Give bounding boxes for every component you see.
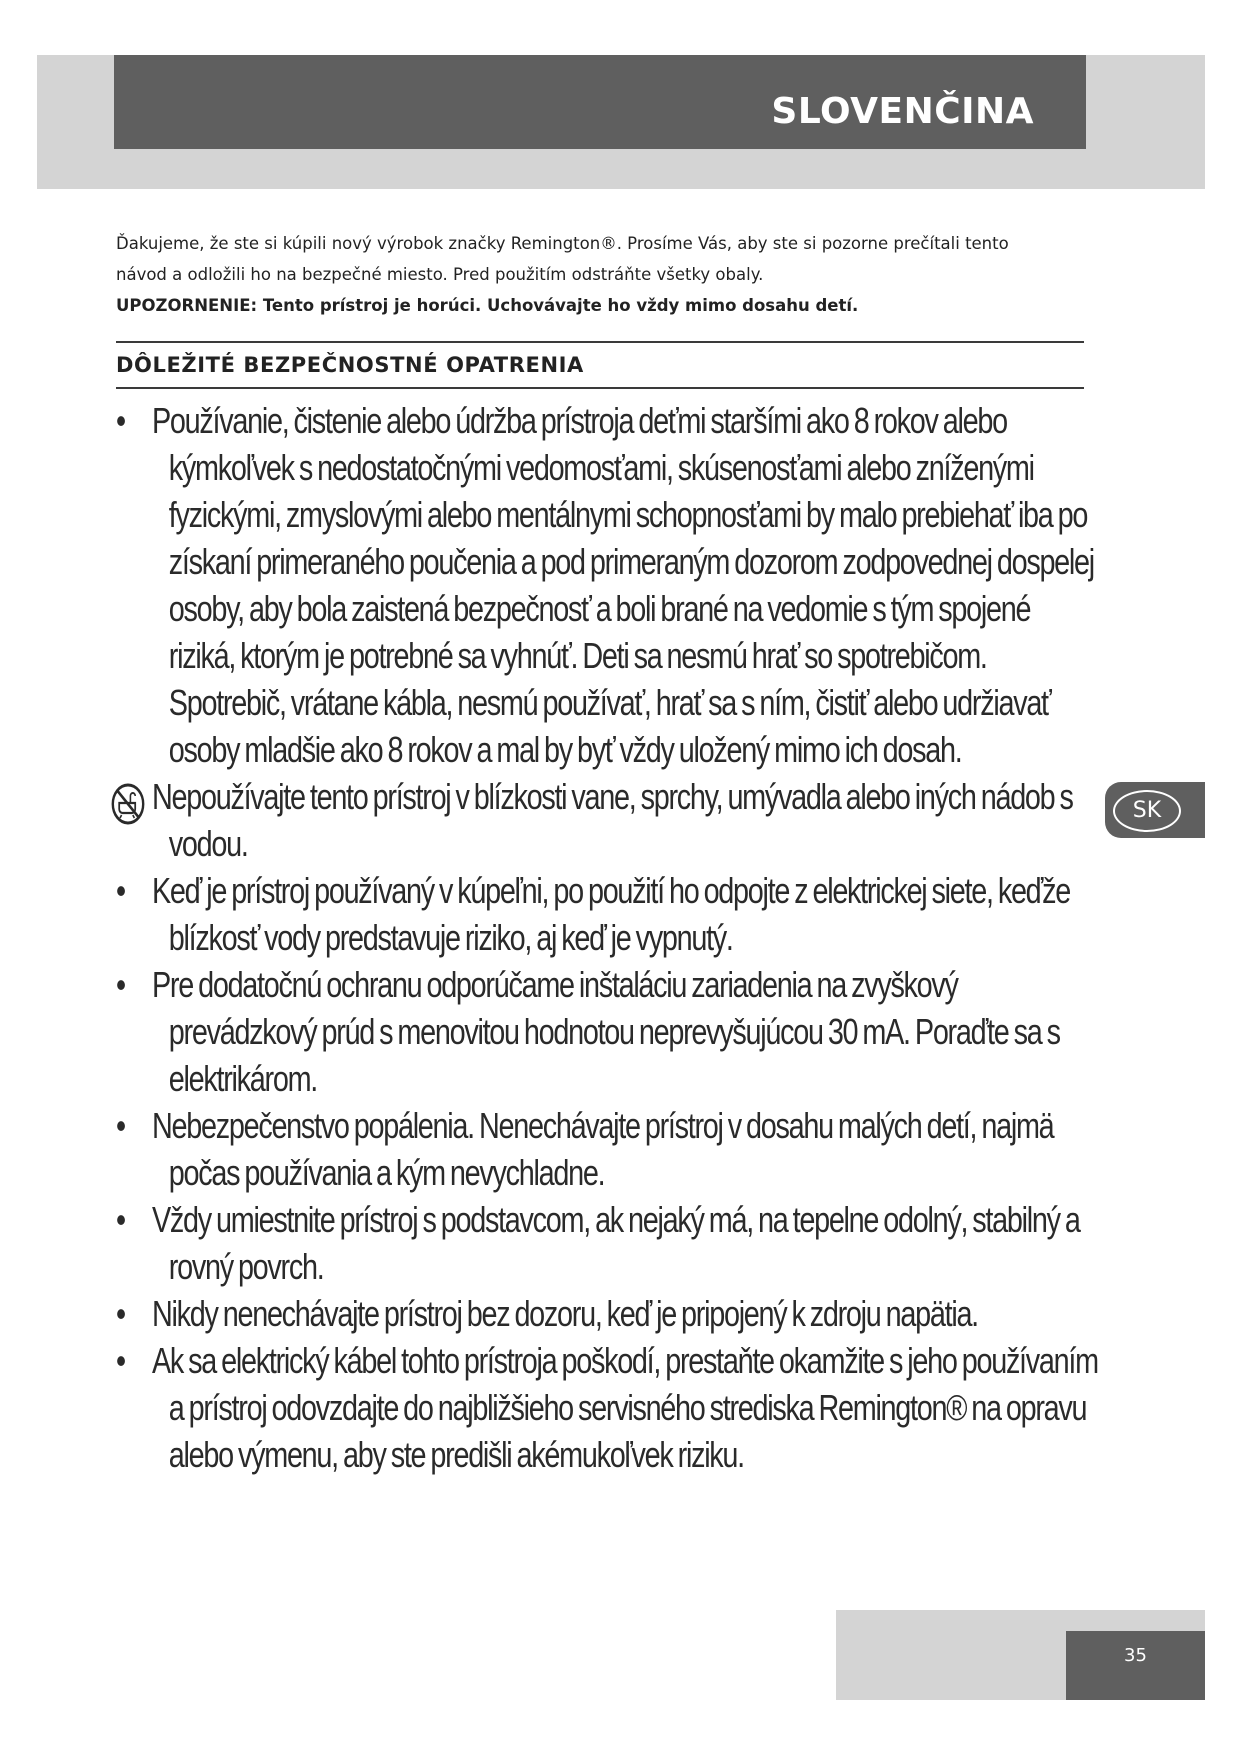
list-item bbox=[116, 961, 1100, 1102]
bullet-marker: • bbox=[116, 1105, 125, 1146]
section-divider-bottom bbox=[116, 387, 1084, 389]
list-item bbox=[116, 1337, 1100, 1478]
list-item bbox=[116, 867, 1100, 961]
item-text: Nikdy nenechávajte prístroj bez dozoru, keď je pripojený k zdroju napätia. bbox=[152, 1293, 978, 1334]
header-bar bbox=[114, 55, 1086, 149]
bullet-marker: • bbox=[116, 400, 125, 441]
item-text: Keď je prístroj používaný v kúpeľni, po použití ho odpojte z elektrickej siete, keďže blízkosť vody predstavuje riziko, aj keď je vypnutý. bbox=[152, 870, 1070, 958]
item-text: Nepoužívajte tento prístroj v blízkosti vane, sprchy, umývadla alebo iných nádob s vodou. bbox=[152, 776, 1073, 864]
list-item bbox=[116, 1102, 1100, 1196]
page-number: 35 bbox=[1124, 1645, 1147, 1666]
page-number-box bbox=[1066, 1631, 1205, 1700]
list-item bbox=[116, 397, 1100, 773]
warning-text: UPOZORNENIE: Tento prístroj je horúci. Uchovávajte ho vždy mimo dosahu detí. bbox=[116, 296, 859, 315]
section-title: DÔLEŽITÉ BEZPEČNOSTNÉ OPATRENIA bbox=[116, 353, 584, 377]
language-tab bbox=[1105, 782, 1205, 838]
bullet-marker: • bbox=[116, 1293, 125, 1334]
item-text: Vždy umiestnite prístroj s podstavcom, ak nejaký má, na tepelne odolný, stabilný a rovný povrch. bbox=[152, 1199, 1080, 1287]
item-text: Ak sa elektrický kábel tohto prístroja poškodí, prestaňte okamžite s jeho používaním a prístroj odovzdajte do najbližšieho servisného strediska Remington® na opravu alebo výmenu, aby ste predišli akémukoľvek riziku. bbox=[152, 1340, 1098, 1475]
section-divider-top bbox=[116, 341, 1084, 343]
language-code: SK bbox=[1113, 790, 1181, 832]
safety-list bbox=[116, 397, 1100, 1478]
bullet-marker: • bbox=[116, 870, 125, 911]
no-bathtub-icon bbox=[110, 781, 147, 827]
intro-text bbox=[116, 228, 1116, 321]
intro-line-1: Ďakujeme, že ste si kúpili nový výrobok značky Remington®. Prosíme Vás, aby ste si pozorne prečítali tento bbox=[116, 234, 1009, 253]
bullet-marker: • bbox=[116, 1340, 125, 1381]
language-title: SLOVENČINA bbox=[771, 91, 1034, 132]
item-text: Používanie, čistenie alebo údržba prístroja deťmi staršími ako 8 rokov alebo kýmkoľvek s nedostatočnými vedomosťami, skúsenosťami alebo zníženými fyzickými, zmyslovými alebo mentálnymi schopnosťami by malo prebiehať iba po získaní primeraného poučenia a pod primeraným dozorom zodpovednej dospelej osoby, aby bola zaistená bezpečnosť a boli brané na vedomie s tým spojené riziká, ktorým je potrebné sa vyhnúť. Deti sa nesmú hrať so spotrebičom. Spotrebič, vrátane kábla, nesmú používať, hrať sa s ním, čistiť alebo udržiavať osoby mladšie ako 8 rokov a mal by byť vždy uložený mimo ich dosah. bbox=[152, 400, 1094, 770]
bullet-marker: • bbox=[116, 1199, 125, 1240]
list-item bbox=[116, 1290, 1100, 1337]
intro-line-2: návod a odložili ho na bezpečné miesto. Pred použitím odstráňte všetky obaly. bbox=[116, 265, 764, 284]
list-item bbox=[116, 1196, 1100, 1290]
list-item bbox=[116, 773, 1100, 867]
item-text: Pre dodatočnú ochranu odporúčame inštaláciu zariadenia na zvyškový prevádzkový prúd s menovitou hodnotou neprevyšujúcou 30 mA. Poraďte sa s elektrikárom. bbox=[152, 964, 1060, 1099]
item-text: Nebezpečenstvo popálenia. Nenechávajte prístroj v dosahu malých detí, najmä počas používania a kým nevychladne. bbox=[152, 1105, 1054, 1193]
bullet-marker: • bbox=[116, 964, 125, 1005]
